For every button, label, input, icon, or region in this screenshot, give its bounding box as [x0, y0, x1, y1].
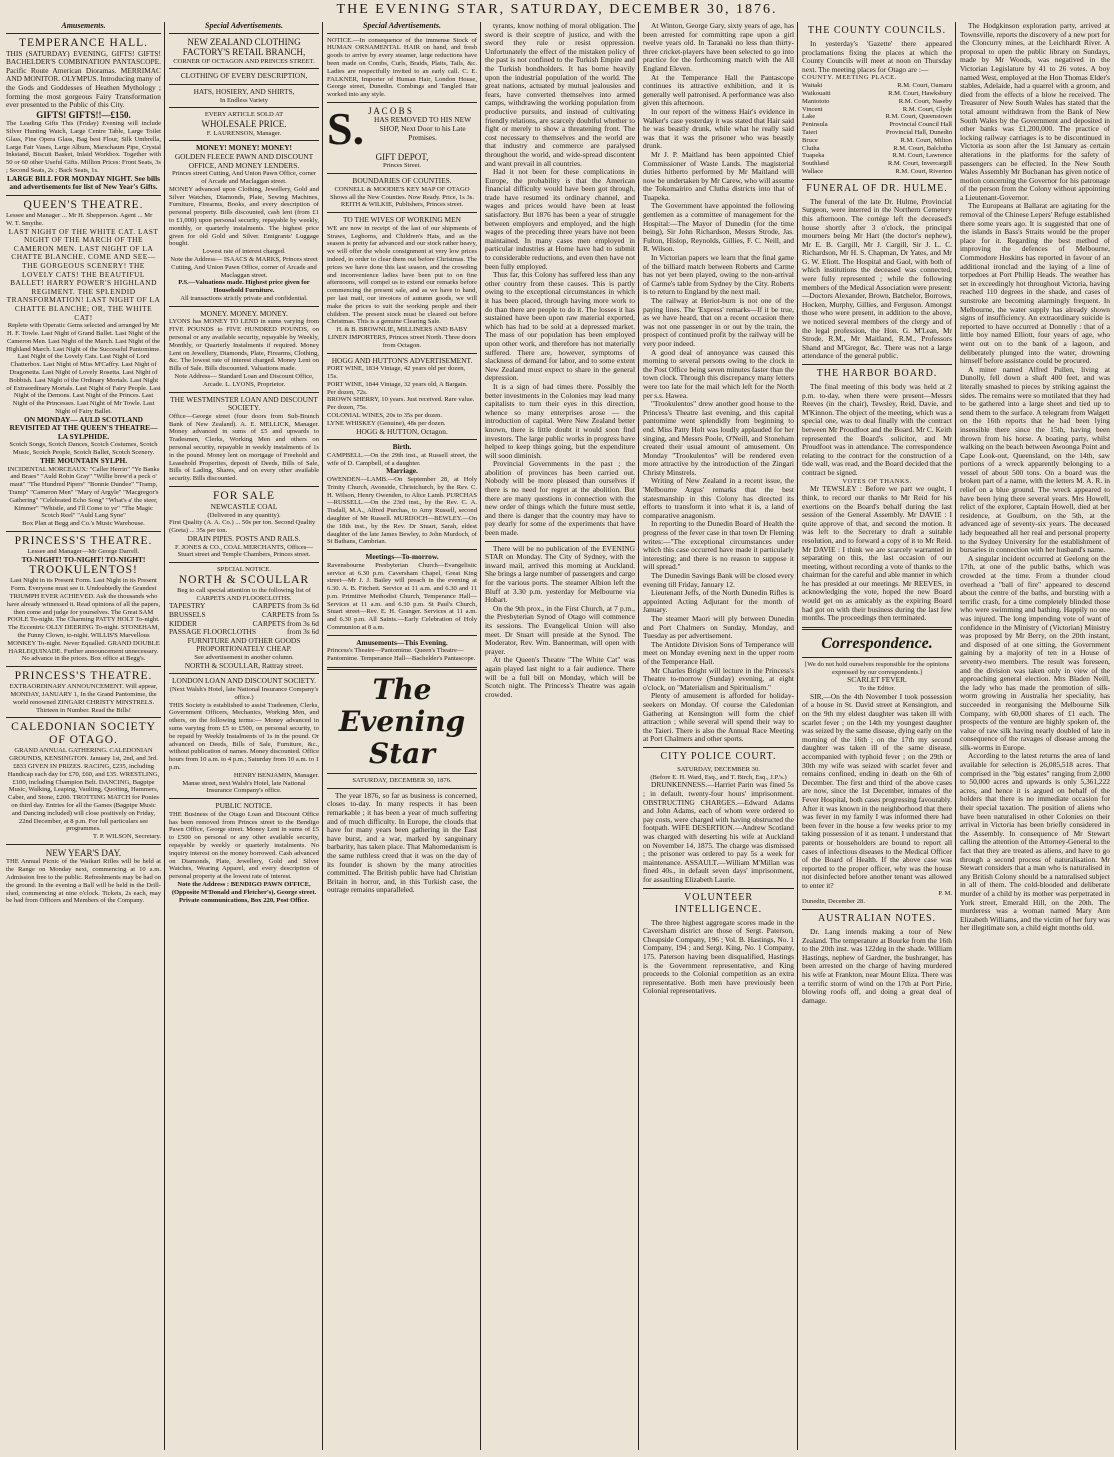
- news-item: Writing of New Zealand in a recent issue, the 'Melbourne Argus' remarks that the best statesmanship in this Colony has directed its efforts to transform it into what it is, a land of comparative anagonism.: [643, 476, 794, 520]
- police-court-body: DRUNKENNESS.—Harriet Parin was fined 5s ; in default, twenty-four hours' imprisonment. OBSTRUCTING CHARGES.—Edward Adams and John Adams, each of whom were ordered to pay costs, were charged with having obstructed the footpath. WIFE DESERTION.—Andrew Scotland was charged with deserting his wife at Auckland on November 14, 1875. The charge was dismissed ; the prisoner was ordered to pay 5s a week for maintenance. ASSAULT.—William M'Millan was fined 40s., in default seven days' imprisonment, for assaulting Elizabeth Laurie.: [643, 780, 794, 884]
- county-place: R.M. Court, Naseby: [898, 97, 952, 105]
- divider: [169, 798, 319, 799]
- carpet-price: from 3s 6d: [286, 627, 319, 637]
- north-furniture: FURNITURE AND OTHER GOODS PROPORTIONATELY CHEAP.: [187, 635, 301, 654]
- news-item: At the Temperance Hall the Pantascope continues its attractive exhibition, and it is generally well patronised. A performance was also given this afternoon.: [643, 72, 794, 108]
- hogg-sign: HOGG & HUTTON, Octagon.: [356, 426, 448, 436]
- jacobs-letters: J A C O B S: [368, 105, 412, 116]
- divider: [327, 439, 477, 440]
- divider: [169, 392, 319, 393]
- news-item: "Trookulentos" drew another good house to the Princess's Theatre last evening, and this capital pantomime went splendidly from beginning to end. Miss Patty Holt was loudly applauded for her singing, and Messrs Poole, O'Neill, and Stoneham created their usual amount of amusement. On Monday "Trookulentos" will be rendered even more attractive by the introduction of the Zingari Christy Minstrels.: [643, 399, 794, 477]
- divider: [643, 888, 794, 889]
- column-special-ads-1: [169, 22, 319, 1452]
- lyons-body: LYONS has MONEY TO LEND in sums varying from FIVE POUNDS to FIVE HUNDRED POUNDS, on personal or any available security, repayable by Weekly, Monthly, or Quarterly Instalments if required. Money Lent on Jewellery, Diamonds, Plate, Firearms, Clothing, &c. The lowest rate of interest charged. Money Lent on Bills of Sale. Bills discounted. Valuations made.: [169, 318, 319, 373]
- jacobs-ad: [327, 106, 477, 152]
- correspondence-disclaimer: [We do not hold ourselves responsible for the opinions expressed by our correspondents.]: [804, 660, 950, 676]
- county-row: [802, 98, 952, 106]
- queens-monday: ON MONDAY— AULD SCOTLAND REVISITED AT THE QUEEN'S THEATRE— LA SYLPHIDE.: [9, 414, 158, 441]
- westminster-body: Office—George street (four doors from Sub-Branch Bank of New Zealand). A. E. MELLICK, Manager. Money advanced in sums of £5 and upwards to Tradesmen, Clerks, Working Men and others on personal security, repayable in weekly instalments of 1s in the pound. Money lent on mortgage of Freehold and Leasehold Properties, deposit of Deeds, Bills of Sale, Bills of Lading, Shares, and on every other available security. Bills discounted.: [169, 412, 319, 483]
- divider: [802, 627, 952, 630]
- brownlie-sign: H. & B. BROWNLIE, MILLINERS AND BABY LINEN IMPORTERS, Princes street North. Three doors from Octagon.: [327, 326, 477, 349]
- county-name: Lake: [802, 113, 816, 121]
- for-sale-delivered: (Delivered in any quantity).: [207, 511, 281, 519]
- nz-sign: F. LAURENSON, Manager.: [206, 129, 282, 137]
- australian-notes-body: Dr. Lang intends making a tour of New Zealand. The temperature at Bourke from the 16th to the 20th inst. was 122deg in the shade. William Hastings, nephew of Gardner, the bushranger, has been arrested on the charge of having murdered his wife at Frankton, near Mount Eliza. There was a terrific storm of wind on the 17th at Port Pirie, blowing roofs off, and doing a great deal of damage.: [802, 927, 952, 1005]
- county-row: [802, 121, 952, 129]
- public-notice-title: PUBLIC NOTICE.: [215, 801, 273, 811]
- jacobs-gift-depot: GIFT DEPOT,: [375, 151, 429, 162]
- news-item: According to the latest returns the area of land available for selection is 26,085,518 acres. That comprised in the "big estates" ranging from 2,000 to 50,000 acres and upwards is only 5,361,222 acres, and hence it is argued on behalf of the holders that there is no immediate occasion for their special taxation. The position of aliens who have been naturalised in other Colonies on their arrival in Victoria has been briefly considered in the Assembly. In consequence of Mr Stewart calling the attention of the Attorney-General to the fact that they are treated as aliens, and have to go through a second process of naturalisation. Mr Stewart considers that a man who is naturalised in any British Colony should be a naturalised subject in all of them. The cold-blooded and deliberate murder of a child by its mother was perpetrated in York street, Emerald Hill, on the 20th. The murderess was a woman named Mary Ann Elizabeth Williams, and the victim of her fury was her illegitimate son, a child eight months old.: [960, 751, 1110, 933]
- votes-of-thanks: VOTES OF THANKS.: [842, 477, 912, 485]
- money-address: Princes street Cutting, And Union Pawn Office, corner of Arcade and Maclaggan street.: [172, 170, 316, 186]
- county-row: [802, 137, 952, 145]
- county-place: R.M. Court, Oamaru: [897, 82, 952, 90]
- temperance-hall-body: THIS (SATURDAY) EVENING, GIFTS! GIFTS! BACHELDER'S COMBINATION PANTASCOPE. Pacific Route American Dioramas. MERRIMAC AND MONITOR. OLYMPUS. Introducing many of the Gods and Goddesses of Heathen Mythology ; forming the most gorgeous Fairy Transformation ever presented to the Public of this City.: [6, 48, 161, 110]
- county-place: R.M. Court, Invercargill: [887, 160, 952, 168]
- county-row: [802, 145, 952, 153]
- wives-title: TO THE WIVES OF WORKING MEN: [343, 215, 461, 225]
- news-item: The Antidote Division Sons of Temperance will meet on Monday evening next in the upper room of the Temperance Hall.: [643, 639, 794, 666]
- county-name: Tuapeka: [802, 152, 825, 160]
- boundaries-body: CONNELL & MOODIE'S KEY MAP OF OTAGO Shows all the New Counties. Now Ready. Price, 1s 3s.: [329, 185, 475, 201]
- special-notice: SPECIAL NOTICE.: [217, 566, 271, 574]
- divider: [643, 747, 794, 748]
- north-scoullar-body: Beg to call special attention to the following list of CARPETS AND FLOORCLOTHS.: [177, 586, 311, 602]
- police-court-bench: (Before E. H. Ward, Esq., and T. Birch, Esq., J.P.'s.): [650, 773, 787, 781]
- divider: [6, 531, 161, 532]
- column-rule: [638, 22, 639, 1450]
- county-row: [802, 152, 952, 160]
- column-news: [643, 22, 794, 1452]
- hair-notice-body: NOTICE.—In consequence of the immense Stock of HUMAN ORNAMENTAL HAIR on hand, and fresh goods to arrive by every steamer, large reductions have been made on Combs, Curls, Braids, Plaits, Tails, &c. Ladies are respectfully invited to an early call. C. E. FALKNER, Importer of Human Hair, London House, George street, Dunedin. Combings and Tangled Hair worked into any style.: [327, 36, 477, 99]
- column-special-ads-2: [327, 22, 477, 1452]
- news-item: At Winton, George Gary, sixty years of age, has been arrested for committing rape upon a girl twelve years old. In Taranaki no less than thirty-three cricket-players have been selected to go into practice for the forthcoming match with the All England Eleven.: [643, 22, 794, 73]
- princess-show: TROOKULENTOS!: [29, 564, 138, 577]
- boundaries-title: BOUNDARIES OF COUNTIES.: [352, 176, 452, 186]
- carpet-list: [169, 602, 319, 636]
- divider: [327, 667, 477, 670]
- news-item: The Europeans at Ballarat are agitating for the removal of the Chinese Lepers' Refuge established there some years ago. It is suggested that one of the islands in Bass's Straits would be the proper place for it. Regarding the best method of improving the defences of Melbourne, Commodore Hoskins has reported in favour of an additional ironclad and the laying of a line of torpedoes at Port Phillip Heads. The weather has set in exceedingly hot throughout Victoria, having reached 110 degrees in the shade, and cases of sunstroke are becoming alarmingly frequent. In Melbourne, the water supply has already shown signs of insufficiency. An extraordinary suicide is reported to have occurred at Donnelly : that of a little boy named Elliott, four years of age, who went out on to the bank of a lagoon, and deliberately plunged into the water, drowning himself before assistance could be procured.: [960, 201, 1110, 366]
- divider: [327, 549, 477, 550]
- divider: [169, 486, 319, 487]
- news-item: On the 9th prox., in the First Church, at 7 p.m., the Presbyterian Synod of Otago will commence its sessions. The Evangelical Union will also meet. Dr Stuart will preside at the Synod. The Moderator, Rev. Wm. Bannerman, will open with prayer.: [485, 603, 635, 656]
- news-item: In reporting to the Dunedin Board of Health the progress of the fever case in that town Dr Fleming writes:—"The exceptional circumstances under which this case occurred have made it particularly interesting; and there is no reason to suppose it will spread.": [643, 519, 794, 572]
- money-title: MONEY! MONEY! MONEY!: [195, 143, 293, 153]
- funeral-title: FUNERAL OF DR. HULME.: [806, 182, 948, 194]
- carpet-price: CARPETS from 5s: [261, 610, 319, 620]
- jacobs-address: Princes Street.: [382, 162, 422, 170]
- nz-endless: In Endless Variety: [219, 96, 269, 104]
- column-heading: Special Advertisements.: [169, 22, 319, 34]
- money-confidential: All transactions strictly private and confidential.: [180, 295, 308, 302]
- county-name: Waitaki: [802, 82, 823, 90]
- carpet-name: KIDDER: [169, 618, 197, 628]
- county-row: [802, 82, 952, 90]
- caledonian-body: GRAND ANNUAL GATHERING. CALEDONIAN GROUNDS, KENSINGTON. January 1st, 2nd, and 3rd. £833 GIVEN IN PRIZES. RACING, £235, including Handicap each day for £70, £60, and £35. WRESTLING, £100, including Champion Belt. DANCING, Bagpipe Music, Walking, Leaping, Vaulting, Quoiting, Hammers, Caber, and Stone, £200. TROTTING MATCH for Ponies on third day. Entries for all the Games (Bagpipe Music and Dancing included) will close positively on Friday, 22nd December, at 8 p.m. For full particulars see programmes.: [7, 747, 160, 833]
- column-rule: [797, 22, 798, 1450]
- column-rule: [322, 22, 323, 1450]
- birth-body: CAMPBELL.—On the 29th inst., at Russell street, the wife of D. Campbell, of a daughter.: [327, 451, 477, 467]
- hogg-item: COLONIAL WINES, 20s to 35s per dozen.: [327, 411, 443, 419]
- column-amusements: [6, 22, 161, 1452]
- hogg-item: PORT WINE, 1834 Vintage, 42 years old per dozen, 15s.: [327, 365, 466, 380]
- county-name: Maniototo: [802, 97, 830, 105]
- news-item: Lieutenant Jeffs, of the North Dunedin Rifles is appointed Acting Adjutant for the month of January.: [643, 588, 794, 615]
- amusements-body: Princess's Theatre—Pantomime. Queen's Theatre—Pantomime. Temperance Hall—Bachelder's Pantascope.: [327, 647, 476, 663]
- county-name: Peninsula: [802, 121, 828, 129]
- hogg-item: LYNE WHISKEY (Genuine), 48s per dozen.: [327, 419, 446, 427]
- county-place: R.M. Court, Riverton: [895, 167, 952, 175]
- queens-lessee: Lessee and Manager ... Mr H. Shepperson. Agent ... Mr W. T. Smythe.: [6, 212, 153, 227]
- divider: [327, 102, 477, 103]
- column-editorial: [485, 22, 635, 1452]
- county-row: [802, 129, 952, 137]
- amusements-title: Amusements—This Evening.: [356, 637, 448, 647]
- divider: [169, 84, 319, 85]
- county-place: R.M. Court, Queenstown: [885, 113, 952, 121]
- column-rule: [955, 22, 956, 1450]
- county-name: Waikouaiti: [802, 89, 831, 97]
- news-item: The railway at Heriot-burn is not one of the paying lines. The 'Express' remarks—If it be true, as we have heard, that on a recent occasion there was not one passenger in or out by the train, the prospect of continued profit by the railway will be very poor indeed.: [643, 296, 794, 348]
- queens-boxplan: Box Plan at Begg and Co.'s Music Warehouse.: [22, 520, 145, 528]
- money-note: Note the Address— ISAACS & MARKS, Princes street Cutting, And Union Pawn Office, corner of Arcade and Maclaggan street.: [170, 256, 318, 279]
- money-body: MONEY advanced upon Clothing, Jewellery, Gold and Silver Watches, Diamonds, Plate, Sewing Machines, Furniture, Firearms, Books, and every description of personal property. Bills discounted, cash lent (from £1 to £1,000) upon personal security, repayable by weekly, monthly, or quarterly instalments. The highest price given for old Gold and Silver. Emigrants' Luggage bought.: [169, 185, 319, 248]
- princess-lessee: Lessee and Manager—Mr George Darrell.: [27, 548, 140, 556]
- princess-tonight: TO-NIGHT! TO-NIGHT! TO-NIGHT!: [21, 554, 146, 564]
- carpet-price: CARPETS from 3s 6d: [252, 618, 319, 628]
- news-item: Plenty of amusement is afforded for holiday-seekers on Monday. Of course the Caledonian Gathering at Kensington will form the chief attraction ; while several will spend their way to the Taieri. There is also the Annual Race Meeting at Port Chalmers and other sports.: [643, 691, 794, 744]
- news-item: A singular incident occurred at Geelong on the 17th, at one of the public baths, which was crowded at the time. From a thunder cloud overhead a "ball of fire" appeared to descend about the centre of the baths, and bursting with a terrific crash, for a time completely blinded those who were swimming and bathing. Happily no one was injured. The long impending vote of want of confidence in the Ministry of (Victorian) Ministry was proposed by Mr Berry, on the 20th instant, and disposed of at one sitting, the Government gaining by a majority of ten in a House of seventy-two members. The result was foreseen, and the division was taken only in view of the approaching general election. Mrs Bladen Neill, the lady who has made the promotion of silk-worm growing in Australia her speciality, has succeeded in reorganising the Melbourne Silk Company, with 60,000 shares of £1 each. The prospects of the venture are highly spoken of, the value of raw silk having nearly doubled of late in consequence of the ravages of disease among the silk-worms in Europe.: [960, 553, 1110, 752]
- county-councils-title: THE COUNTY COUNCILS.: [807, 25, 947, 36]
- hogg-item: BROWN SHERRY, 10 years. Just received. Rare value. Per dozen, 75s.: [327, 396, 475, 412]
- queens-body: LAST NIGHT OF THE WHITE CAT. LAST NIGHT OF THE MARCH OF THE CAMERON MEN. LAST NIGHT OF LA CHATTE BLANCHE. COME AND SEE— THE GORGEOUS SCENERY! THE LOVELY CATS! THE BEAUTIFUL BALLET! HARRY POWER'S HIGHLAND REGIMENT. THE SPLENDID TRANSFORMATION! LAST NIGHT OF LA CHATTE BLANCHE; OR, THE WHITE CAT!: [6, 226, 161, 322]
- nz-clothing-title: NEW ZEALAND CLOTHING FACTORY'S RETAIL BRANCH,: [182, 36, 306, 58]
- queens-body-list: Replete with Operatic Gems selected and arranged by Mr H. F. Towle. Last Night of Grand Ballet. Last Night of the Cameron Men. Last Night of the March. Last Night of the Highland March. Last Night of the Successful Pantomime. Last Night of the Lovely Cats. Last Night of Lord Chatterbox. Last Night of Miss M'Caffry. Last Night of Dragonetta. Last Night of Lovely Rosetta. Last Night of Bobbish. Last Night of the Ordinary Mortals. Last Night of Extraordinary Mortals. Last Night of Fairy People. Last Night of the Demons. Last Night of the Princes. Last Night of the Princesses. Last Night of Mr Towle. Last Night of Fairy Ballet.: [6, 322, 161, 415]
- county-row: [802, 160, 952, 168]
- leader-body: The year 1876, so far as business is concerned, closes to-day. In many respects it has been remarkable ; it has been a year of much suffering and of much difficulty. In Europe, the clouds that have for many years been gathering in the East have burst, and a war, marked by sanguinary barbarity, has taken place. That Mahomedanism is the same ruthless creed that it was on the day of its founder is shown by the many atrocities committed. The British public have had Christian Britain in horror, and, in this Turkish case, the outrage remains unparalleled.: [327, 790, 477, 895]
- news-item: In our report of the witness Hair's evidence in Walker's case yesterday it was stated that Hair said he was beastly drunk, while what he really said was that it was the prisoner who was beastly drunk.: [643, 106, 794, 151]
- queens-monday-list: Scotch Songs, Scotch Dances, Scotch Costumes, Scotch Music, Scotch People, Scotch Ballet, Scotch Scenery.: [9, 441, 158, 457]
- north-sign: NORTH & SCOULLAR, Rattray street.: [184, 660, 304, 670]
- caledonian-sign: T. P. WILSON, Secretary.: [93, 833, 161, 841]
- news-item: The steamer Maori will ply between Dunedin and Port Chalmers on Sunday, Monday, and Tuesday as per advertisement.: [643, 613, 794, 641]
- news-item: The Hodgkinson exploration party, arrived at Townsville, reports the discovery of a new port for the Cloncurry mines, at the Leichhardt River. A proposal to open the public library on Sundays, made by Mr Woods, was negatived in the Victorian Legislature by 41 to 26 votes. A boy named West, employed at the Hon Thomas Elder's stables, Adelaide, had a quarrel with a groom, and died from the effects of a blow he received. The Treasurer of New South Wales has stated that the total amount withdrawn from the Bank of New South Wales by the Government and deposited in other banks was £1,200,000. The practice of locking railway carriages is to be discontinued in Victoria as soon after the 1st January as certain alterations in the platforms for the safety of passengers can be effected. In the New South Wales Assembly Mr Buchanan has given notice of motion concerning the Governor for his patronage of the person from the Colony without appointing a Lieutenant-Governor.: [960, 22, 1110, 202]
- county-name: Clutha: [802, 144, 820, 152]
- temperance-foot: LARGE BILL FOR MONDAY NIGHT. See bills and advertisements for list of New Year's Gifts.: [6, 173, 161, 192]
- temperance-gifts: GIFTS! GIFTS!!—£150.: [36, 109, 131, 120]
- county-place: R.M. Court, Lawrence: [892, 152, 952, 160]
- divider: [802, 179, 952, 180]
- carpet-name: PASSAGE FLOORCLOTHS: [169, 627, 256, 637]
- nz-clothing: CLOTHING OF EVERY DESCRIPTION,: [180, 71, 308, 81]
- county-place: Provincial Council Hall: [889, 121, 952, 129]
- divider: [327, 353, 477, 354]
- police-court-date: SATURDAY, DECEMBER 30.: [677, 765, 760, 773]
- nz-corner: CORNER OF OCTAGON AND PRINCES STREET.: [173, 57, 315, 65]
- editorial-paragraph: tyrants, know nothing of moral obligation. The sword is their sceptre of justice, and with the sword they rule or resist oppression. Unfortunately the effect of the mistaken policy of the past is not confined to the Turkish Empire and the Turkish bondholders. It has borne heavily upon the industrial population of the world. The great nations, actuated by mutual jealousies and fears, have converted themselves into armed camps, withdrawing the working population from productive pursuits, and instead of cultivating friendly relations, are scarcely doubtful whether to fight or merely to show a threatening front. The cost necessary to themselves and the world are that industry and commerce are paralysed throughout the world, and wide-spread discontent and want prevail in all countries.: [485, 22, 635, 168]
- county-place: R.M. Court, Clyde: [902, 105, 952, 113]
- volunteer-title: VOLUNTEER INTELLIGENCE.: [674, 891, 763, 915]
- divider: [802, 909, 952, 910]
- princess-theatre-2-body: EXTRAORDINARY ANNOUNCEMENT. Will appear, MONDAY, JANUARY 1, In the Grand Pantomime, the world renowned ZINGARI CHRISTY MINSTRELS. Thirteen in Number. Read the Bills!: [9, 683, 158, 714]
- divider: [169, 140, 319, 141]
- county-list: [802, 82, 952, 176]
- for-sale-pipes: DRAIN PIPES. POSTS AND RAILS.: [187, 533, 301, 543]
- editorial-paragraph: Thus far, this Colony has suffered less than any other country from these causes. This is partly owing to the exceptional circumstances in which it has been placed, through having more work to do than there are people to do it. The losses it has sustained have been upon raw material exported, which has had to be sold at a depressed market. The mass of our population has been employed upon other work, and therefore has not materially suffered. There are, however, symptoms of slackness of demand for labor, and to some extent New Zealand must expect to share in the general depression.: [485, 270, 635, 383]
- temperance-hall-title: TEMPERANCE HALL.: [18, 36, 149, 49]
- news-item: Mr Charles Bright will lecture in the Princess's Theatre to-morrow (Sunday) evening, at eight o'clock, on "Materialism and Spiritualism.": [643, 665, 794, 692]
- princess-body: Last Night in its Present Form. Last Night in its Present Form. Everyone must see it. Undoubtedly the Grandest TRIUMPH EVER ACHIEVED. Ask the thousands who have already witnessed it. Read opinions of all the papers, then come and judge for yourselves. The Great SAM POOLE To-night. The Charming PATTY HOLT To-night. The Eccentric OLLY DEERING To-night. STONEHAM, the Funny Clown, to-night. WILLIS'S Marvellous MONKEY To-night. Never Equalled. GRAND DOUBLE HARLEQUINADE. Further announcement unnecessary. No advance in the prices. Box office at Begg's.: [6, 577, 161, 663]
- carpet-price: CARPETS from 3s 6d: [252, 601, 319, 611]
- north-scoullar-title: NORTH & SCOULLAR: [178, 573, 310, 586]
- divider: [6, 844, 161, 845]
- caledonian-title: CALEDONIAN SOCIETY OF OTAGO.: [11, 721, 156, 747]
- harbor-board-title: THE HARBOR BOARD.: [816, 368, 938, 380]
- county-councils-head: COUNTY. MEETING PLACE.: [802, 74, 897, 82]
- for-sale-title: FOR SALE: [213, 489, 275, 502]
- county-row: [802, 106, 952, 114]
- new-year-title: NEW YEAR'S DAY.: [45, 847, 122, 858]
- birth-title: Birth.: [392, 442, 412, 452]
- divider: [802, 657, 952, 658]
- county-councils-body: In yesterday's 'Gazette' there appeared proclamations fixing the places at which the County Councils will meet at noon on Thursday next. The meeting places for Otago are :—: [802, 39, 952, 74]
- county-name: Bruce: [802, 136, 818, 144]
- divider: [485, 541, 635, 542]
- column-rule: [480, 22, 481, 1450]
- london-loan-sub: (Next Walsh's Hotel, late National Insurance Company's office.): [169, 686, 319, 701]
- divider: [6, 666, 161, 667]
- column-heading: Special Advertisements.: [327, 22, 477, 34]
- divider: [169, 107, 319, 108]
- meetings-title: Meetings—To-morrow.: [365, 552, 439, 562]
- scarlet-fever-to: To the Editor.: [859, 685, 895, 693]
- lyons-title: MONEY. MONEY. MONEY.: [200, 308, 288, 318]
- correspondence-title: Correspondence.: [821, 634, 933, 652]
- divider: [802, 364, 952, 365]
- scarlet-fever-sign: P. M.: [938, 890, 952, 898]
- news-item: There will be no publication of the EVENING STAR on Monday. The City of Sydney, with the inward mail, arrived this morning at Auckland. She brings a large number of passengers and cargo for the various ports. The steamer Albion left the Bluff at 3.30 p.m. yesterday for Melbourne via Hobart.: [485, 543, 635, 605]
- evening-star-nameplate: The Evening Star: [338, 673, 466, 771]
- meetings-body: Ravensbourne Presbyterian Church—Evangelistic service at 6.30 p.m. Caversham Chapel, Great King street—Mr J. J. Bailey will preach in the evening at 6.30. A. B. Fitchett. Service at 11 a.m. and 6.30 and 11 p.m. Primitive Methodist Church, Temperance Hall—Services at 11 a.m. and 6.30 p.m. St Paul's Church, Stuart street—Rev. E. H. Granger. Services at 11 a.m. and 6.30 p.m. All Saints.—Early Celebration of Holy Communion at 8 a.m.: [327, 561, 477, 632]
- column-heading: Amusements.: [6, 22, 161, 34]
- marriage-body: OWENDEN—LAMB.—On September 28, at Holy Trinity Church, Avonside, Christchurch, by the Rev. C. H. Wilson, Henry Owenden, to Alice Lamb. PURCHAS—RUSSELL.—On the 23rd inst., by the Rev. C. A. Tisdall, M.A., Alfred Purchas, to Amy Russell, second daughter of Mr Russell. MURDOCH—BEWLEY.—On the 18th inst., by the Rev. Dr Stuart, Sarah, eldest daughter of the late James Bewley, to John Murdoch, of St Bathans, Cambrian.: [327, 475, 477, 546]
- county-row: [802, 90, 952, 98]
- for-sale-sign: F. JONES & CO., COAL MERCHANTS, Offices—Stuart street and Temple Chambers, Princes street.: [175, 543, 313, 559]
- scarlet-fever-date: Dunedin, December 28.: [802, 898, 865, 906]
- london-loan-address: Manse street, next Walsh's Hotel, late National Insurance Company's office.: [182, 779, 306, 795]
- public-notice-sign: Note the Address : BENDIGO PAWN OFFICE, (Opposite M'Donald and Fletcher's), George street. Private communications, Box 220, Post Office.: [171, 880, 317, 904]
- news-item: The Dunedin Savings Bank will be closed every evening till Friday, January 12.: [643, 571, 794, 589]
- news-item: In Victorian papers we learn that the final game of the billiard match between Roberts and Carme has not yet been played, owing to the non-arrival of Carme's table from Sydney by the City. Roberts is to return to England by the next mail.: [643, 253, 794, 297]
- hogg-item: PORT WINE, 1844 Vintage, 32 years old, A Bargain. Per dozen, 72s.: [327, 380, 468, 396]
- lyons-address: Note Address— Standard Loan and Discount Office, Arcade. L. LYONS, Proprietor.: [174, 372, 314, 388]
- county-place: R.M. Court, Milton: [900, 136, 952, 144]
- temperance-gifts-list: The Leading Gifts This (Friday) Evening will include Silver Hunting Watch, Large Centre Table, Large Toilet Glass, Fine Opera Glass, Bag best Flour, Silk Umbrella, Large Fair Vases, Large Album, Marschaum Pipe, Crystal Inkstand, Biscuit Basket, Inlaid Workbox. Together with 50 or 60 other Useful Gifts. Million Prices: Front Seats, 3s ; Second Seats, 2s ; Back Seats, 1s.: [6, 120, 161, 175]
- nz-hats: HATS, HOSIERY, AND SHIRTS,: [193, 86, 295, 96]
- county-name: Taieri: [802, 128, 818, 136]
- divider: [327, 635, 477, 636]
- votes-of-thanks-body: Mr TEWSLEY : Before we part we ought, I think, to record our thanks to Mr Reid for his exertions on the Board's behalf during the last session of the General Assembly. Mr DAVIE : I quite approve of that, and second the motion. It was left to the Secretary to draft a suitable resolution, and to forward a copy of it to Mr Reid. Mr DAVIE : I think we are scarcely warranted in separating on this, the last occasion of our meeting, without recording a vote of thanks to the chairman for the careful and able manner in which he has presided at our meetings. Mr REEVES, in acknowledging the vote, hoped the new Board would get on as amicably as the expiring Board had got on with their business during the last few months. The proceedings then terminated.: [802, 484, 952, 623]
- county-name: Wallace: [802, 167, 824, 175]
- divider: [169, 673, 319, 674]
- police-court-title: CITY POLICE COURT.: [660, 750, 777, 762]
- money-fleece: GOLDEN FLEECE PAWN AND DISCOUNT OFFICE, AND MONEY LENDERS.: [174, 152, 314, 170]
- london-loan-body: THIS Society is established to assist Tradesmen, Clerks, Government Officers, Mechanics, Working Men, and others, on the following terms:— Money advanced in sums varying from £5 to £500, on personal security, to be repaid by Weekly Instalments of 1s in the pound. Or advanced on Deeds, Bills of Sale, Furniture, &c., without publication of names. Money discounted. Office hours from 10 a.m. to 4 p.m.; Saturday from 10 a.m. to 1 p.m.: [169, 701, 319, 771]
- princess-theatre-2-title: PRINCESS'S THEATRE.: [14, 670, 153, 683]
- carpet-name: BRUSSELS: [169, 610, 206, 620]
- jacobs-initial: S.: [327, 105, 365, 152]
- funeral-body: The funeral of the late Dr. Hulme, Provincial Surgeon, were interred in the Northern Cemetery this afternoon. The cortége left the deceased's house shortly after 3 o'clock, the principal mourners being Mr Hart (the doctor's nephew), Mr E. B. Cargill, Mr J. Cargill, Sir J. L. C. Richardson, Mr H. S. Chapman, Dr Yates, and Mr G. W. Eliott. The Hospital and Gaol, with both of which institutions the deceased was connected, were fully represented ; while the following members of the Medical Association were present:—Doctors Alexander, Brown, Batchelor, Borrows, Hocken, Murphy, Gillies, and Ferguson. Amongst those who were present, in addition to the above, we noticed several members of the clergy and of the legal profession, the Hon. G. M'Lean, Mr Strode, R.M., Mr Maitland, R.M., Professors Shand and M'Gregor, &c. There was not a large attendance of the general public.: [802, 196, 952, 361]
- column-local: [802, 22, 952, 1452]
- money-rates: Lowest rate of interest charged.: [202, 248, 286, 256]
- carpet-name: TAPESTRY: [169, 601, 206, 611]
- divider: [327, 773, 477, 774]
- queens-theatre-title: QUEEN'S THEATRE.: [23, 199, 144, 212]
- county-row: [802, 113, 952, 121]
- harbor-board-body: The final meeting of this body was held at 2 p.m. to-day, when there were present—Messrs Reeves (in the chair), Tewsley, Reid, Davie, and M'Kinnon. The object of the meeting, which was a special one, was to deal finally with the contract between Mr Proudfoot and the Board. Mr C. Keith represented the Board's solicitor, and Mr Proudfoot was in attendance. The correspondence relating to the contract for the construction of a tide wall, was read, and the Board decided that the contract be signed.: [802, 382, 952, 477]
- editorial-paragraph: It is a sign of bad times there. Possibly the better investments in the Colonies may lead many capitalists to turn their eyes in this direction, whence so many enterprises arose — the introduction of capital. Were New Zealand better known, there is little doubt it would soon find investors. The large public works in progress have helped to keep things going, but the expenditure will soon diminish.: [485, 381, 635, 460]
- county-place: R.M. Court, Hawksbury: [888, 89, 952, 97]
- for-sale-prices: First Quality (A. A. Co.) ... 50s per ton. Second Quality (Greta) ... 35s per ton.: [169, 519, 316, 535]
- news-item: A miner named Alfred Pullen, living at Dunolly, fell down a shaft 400 feet, and was literally smashed to pieces by striking against the sides. The remains were so mutilated that they had to be gathered into a large sheet and tied up to send them to the surface. A telegram from Walgett on the 16th reports that he had been lying insensible there since the 15th, having been thrown from his horse. A boating party, whilst walking on the beach between Awoonga Point and Cape Look-out, Queensland, on the 14th, saw portions of a wreck apparently belonging to a vessel of about 500 tons. On a board was the broken part of a name, with the letters M. A. R. in relief on a blue ground. The wreck appeared to have been lying there several years. Mrs Howell, relict of the explorer, Captain Howell, died at her residence, at Goulburn, on the 5th, at the advanced age of seventy-six years. The deceased lady bequeathed all her real and personal property to the Sydney University for the establishment of bursaries in connection with her husband's name.: [960, 364, 1110, 555]
- divider: [169, 306, 319, 307]
- county-place: Provincial Hall, Dunedin: [885, 128, 952, 136]
- money-ps: P.S.—Valuations made. Highest price given for Household Furniture.: [178, 279, 310, 295]
- county-place: R.M. Court, Balclutha: [893, 144, 952, 152]
- column-australian: [960, 22, 1110, 1452]
- volunteer-body: The three highest aggregate scores made in the Caversham district are those of Sergt. Paterson, Cheapside Company, 196 ; Vol. B. Hastings, No. 1 Company, 194 ; and Sergt. King, No. 1 Company, 175. Paterson having been disqualified, Hastings is the Government representative, and King proceeds to the Colonial competition as an extra representative. Both men have previously been Colonial representatives.: [643, 917, 794, 996]
- divider: [327, 212, 477, 213]
- princess-theatre-title: PRINCESS'S THEATRE.: [14, 535, 153, 548]
- column-rule: [164, 22, 165, 1450]
- queens-incidental: INCIDENTAL MORCEAUX: "Caller Herrin" "Ye Banks and Braes" "Auld Robin Gray" "Willie brew'd a peck o' maut" "The Hundred Pipers" "Bonnie Dundee" "Tramp, Tramp" "Cameron Men" "Mary of Argyle" "Macgregor's Gathering" "Celebrated Echo Song" "What's a' the steer, Kimmer" "Whistle, and I'll Come to ye" "The Magic Scotch Reel" "Auld Lang Syne": [7, 465, 160, 520]
- scarlet-fever-body: SIR,—On the 4th November I took possession of a house in St. David street at Kensington, and on the 9th my eldest daughter was taken ill with scarlet fever ; on the 14th my youngest daughter was seized by the same disease, dying early on the morning of the 16th ; on the 17th my second daughter was taken ill of the same disease, accompanied with typhoid fever ; on the 29th or 30th my wife was seized with scarlet fever and remains confined, ending in death on the 6th of December. The first and third of the above cases are now, since the 1st December, inmates of the Fever Hospital, both cases progressing favourably. After it was known in the neighborhood that there was fever in my family I was informed there had been fever in the house a few weeks prior to my taking possession of it as tenant. I understand that parents or householders are bound to report all cases of infectious diseases to the Medical Officer of the Board of Health. If the above case was reported to the proper officer, why was the house not disinfected before another tenant was allowed to enter it?: [802, 691, 952, 890]
- masthead-title: THE EVENING STAR, SATURDAY, DECEMBER 30, 1876.: [336, 2, 778, 17]
- divider: [6, 195, 161, 196]
- editorial-paragraph: Had it not been for these complications in Europe, the probability is that the American financial difficulty would have been got through, trade have resumed its ordinary channel, and wages and prices would have been at least satisfactory. But 1876 has been a year of struggle between employers and employed, and the high wages of the preceding three years have not been maintained. In many cases men employed in particular industries at Home have had to submit to considerable reductions, and even then have not been fully employed.: [485, 167, 635, 271]
- north-see: See advertisement in another column.: [194, 654, 294, 662]
- for-sale-coal: NEWCASTLE COAL: [210, 501, 278, 511]
- hogg-title: HOGG AND HUTTON'S ADVERTISEMENT.: [331, 355, 473, 365]
- county-name: Vincent: [802, 105, 823, 113]
- editorial-paragraph: Provincial Governments in the past ; the abolition of provinces has been carried out. Nobody will be more pleased than ourselves if there is no need for regret at the abolition. But there are many questions in connection with the new order of things which the future must settle, and there is danger that the country may have to pay dearly for some of the experiments that have been made.: [485, 459, 635, 538]
- westminster-title: THE WESTMINSTER LOAN AND DISCOUNT SOCIETY.: [170, 394, 318, 413]
- public-notice-body: THE Business of the Otago Loan and Discount Office has been removed from Princes street to the Bendigo Pawn Office, George street. Money Lent in sums of £5 to £500 on personal or any other available security, repayable by weekly or quarterly instalments. No inquiry interest on the money borrowed. Cash advanced on Diamonds, Plate, Jewellery, Gold and Silver Watches, Wearing Apparel, and every description of personal property at the lowest rate of interest.: [169, 810, 319, 881]
- divider: [169, 68, 319, 69]
- queens-sylph: THE MOUNTAIN SYLPH.: [39, 456, 128, 466]
- scarlet-fever-title: SCARLET FEVER.: [847, 675, 907, 685]
- news-item: The Government have appointed the following gentlemen as a committee of management for the Hospital:—The Mayor of Dunedin (for the time being), Sir John Richardson, Messrs Strode, Jas. Fulton, Hislop, Reynolds, Gillies, F. C. Neill, and R. Wilson.: [643, 201, 794, 254]
- county-row: [802, 168, 952, 176]
- news-item: Mr J. P. Maitland has been appointed Chief Commissioner of Waste Lands. The magisterial duties hitherto performed by Mr Maitland will now be undertaken by Mr Carew, who will assume the Tokomairiro and Clutha districts into that of Tuapeka.: [643, 149, 794, 202]
- nz-wholesale: WHOLESALE PRICE.: [201, 119, 287, 130]
- divider: [6, 717, 161, 718]
- divider: [327, 173, 477, 174]
- marriage-title: Marriage.: [386, 466, 418, 476]
- divider: [169, 562, 319, 563]
- reith-wilkie: REITH & WILKIE, Publishers, Princes street.: [340, 201, 464, 209]
- wives-body: WE are now in receipt of the last of our shipments of Straws, Leghorns, and Children's Hats, and as the season is pretty far advanced and our stock rather heavy, we will offer the whole consignment at very low prices indeed, in order to clear them out before Christmas. The prices we have done this last season, and the crowding and inconvenience ladies have been put to on fine afternoons, will compel us to extend our remarks before commencing the present sale, and as we have to hand, per last mail, our invoices of autumn goods, we will make the prices to suit the working people and their children. The present stock must be cleared out before Christmas. This is a genuine Clearing Sale.: [327, 224, 477, 326]
- nz-sold: EVERY ARTICLE SOLD AT: [204, 111, 284, 119]
- london-loan-title: LONDON LOAN AND DISCOUNT SOCIETY.: [171, 676, 317, 686]
- masthead: [0, 0, 1114, 20]
- county-name: Southland: [802, 160, 829, 168]
- divider: [327, 788, 477, 789]
- news-item: At the Queen's Theatre "The White Cat" was again played last night to a fair audience. There will be a full bill on Monday, which will be Scotch night. The Princess's Theatre was again crowded.: [485, 655, 635, 699]
- news-item: A good deal of annoyance was caused this morning to several persons owing to the clock in the Post Office being seven minutes faster than the town clock. Through this discrepancy many letters were too late for the mail which left for the North per s.s. Hawea.: [643, 347, 794, 400]
- new-year-body: THE Annual Picnic of the Waikari Rifles will be held at the Range on Monday next, commencing at 10 a.m. Admission free to the public. Refreshments may be had on the ground. In the evening a Ball will be held in the Drill-shed, commencing at nine o'clock. Tickets, 2s each, may be had from Officers and Members of the Company.: [6, 858, 161, 905]
- london-loan-sign: HENRY BENJAMIN, Manager.: [233, 771, 319, 779]
- edition-date: SATURDAY, DECEMBER 30, 1876.: [352, 777, 452, 785]
- australian-notes-title: AUSTRALIAN NOTES.: [817, 913, 937, 925]
- jacobs-body: HAS REMOVED TO HIS NEW SHOP, Next Door to his Late Premises.: [374, 115, 472, 142]
